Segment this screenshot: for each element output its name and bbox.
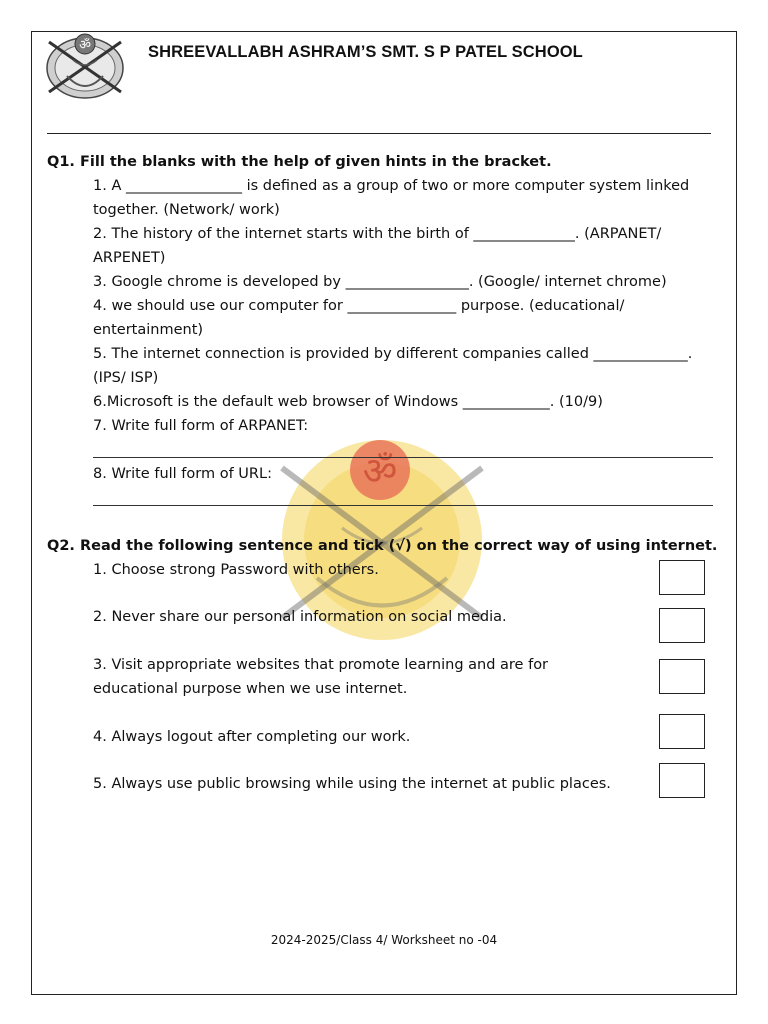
answer-line-arpanet[interactable] <box>93 457 713 458</box>
q2-item: 2. Never share our personal information on social media. <box>93 609 507 625</box>
svg-text:ॐ: ॐ <box>79 38 91 53</box>
q2-item: 5. Always use public browsing while using the internet at public places. <box>93 776 611 792</box>
q2-item: 3. Visit appropriate websites that promote learning and are for <box>93 657 549 673</box>
school-title: SHREEVALLABH ASHRAM’S SMT. S P PATEL SCHOOL <box>148 43 583 61</box>
q1-line: 7. Write full form of ARPANET: <box>93 418 309 434</box>
tick-box-4[interactable] <box>659 714 705 749</box>
answer-line-url[interactable] <box>93 505 713 506</box>
school-emblem-icon <box>43 30 127 102</box>
tick-box-1[interactable] <box>659 560 705 595</box>
worksheet-footer: 2024-2025/Class 4/ Worksheet no -04 <box>270 933 498 947</box>
q1-line: together. (Network/ work) <box>93 202 280 218</box>
q2-item: 4. Always logout after completing our work. <box>93 729 411 745</box>
q2-heading: Q2. Read the following sentence and tick (√) on the correct way of using internet. <box>47 538 718 554</box>
tick-box-3[interactable] <box>659 659 705 694</box>
q1-line: ARPENET) <box>93 250 166 266</box>
q2-item: educational purpose when we use internet. <box>93 681 408 697</box>
q1-line: 3. Google chrome is developed by _________________. (Google/ internet chrome) <box>93 274 667 290</box>
svg-text:ॐ: ॐ <box>362 449 398 493</box>
q1-line: 2. The history of the internet starts with the birth of ______________. (ARPANET/ <box>93 226 662 242</box>
tick-box-5[interactable] <box>659 763 705 798</box>
q1-line: 5. The internet connection is provided by different companies called _____________. <box>93 346 693 362</box>
tick-box-2[interactable] <box>659 608 705 643</box>
header-divider <box>47 133 711 134</box>
q1-line: entertainment) <box>93 322 204 338</box>
q1-heading: Q1. Fill the blanks with the help of given hints in the bracket. <box>47 154 552 170</box>
q1-line: (IPS/ ISP) <box>93 370 159 386</box>
q1-line: 6.Microsoft is the default web browser of Windows ____________. (10/9) <box>93 394 603 410</box>
q2-item: 1. Choose strong Password with others. <box>93 562 379 578</box>
q1-line: 4. we should use our computer for _______________ purpose. (educational/ <box>93 298 625 314</box>
q1-line: 8. Write full form of URL: <box>93 466 272 482</box>
q1-line: 1. A ________________ is defined as a group of two or more computer system linked <box>93 178 690 194</box>
